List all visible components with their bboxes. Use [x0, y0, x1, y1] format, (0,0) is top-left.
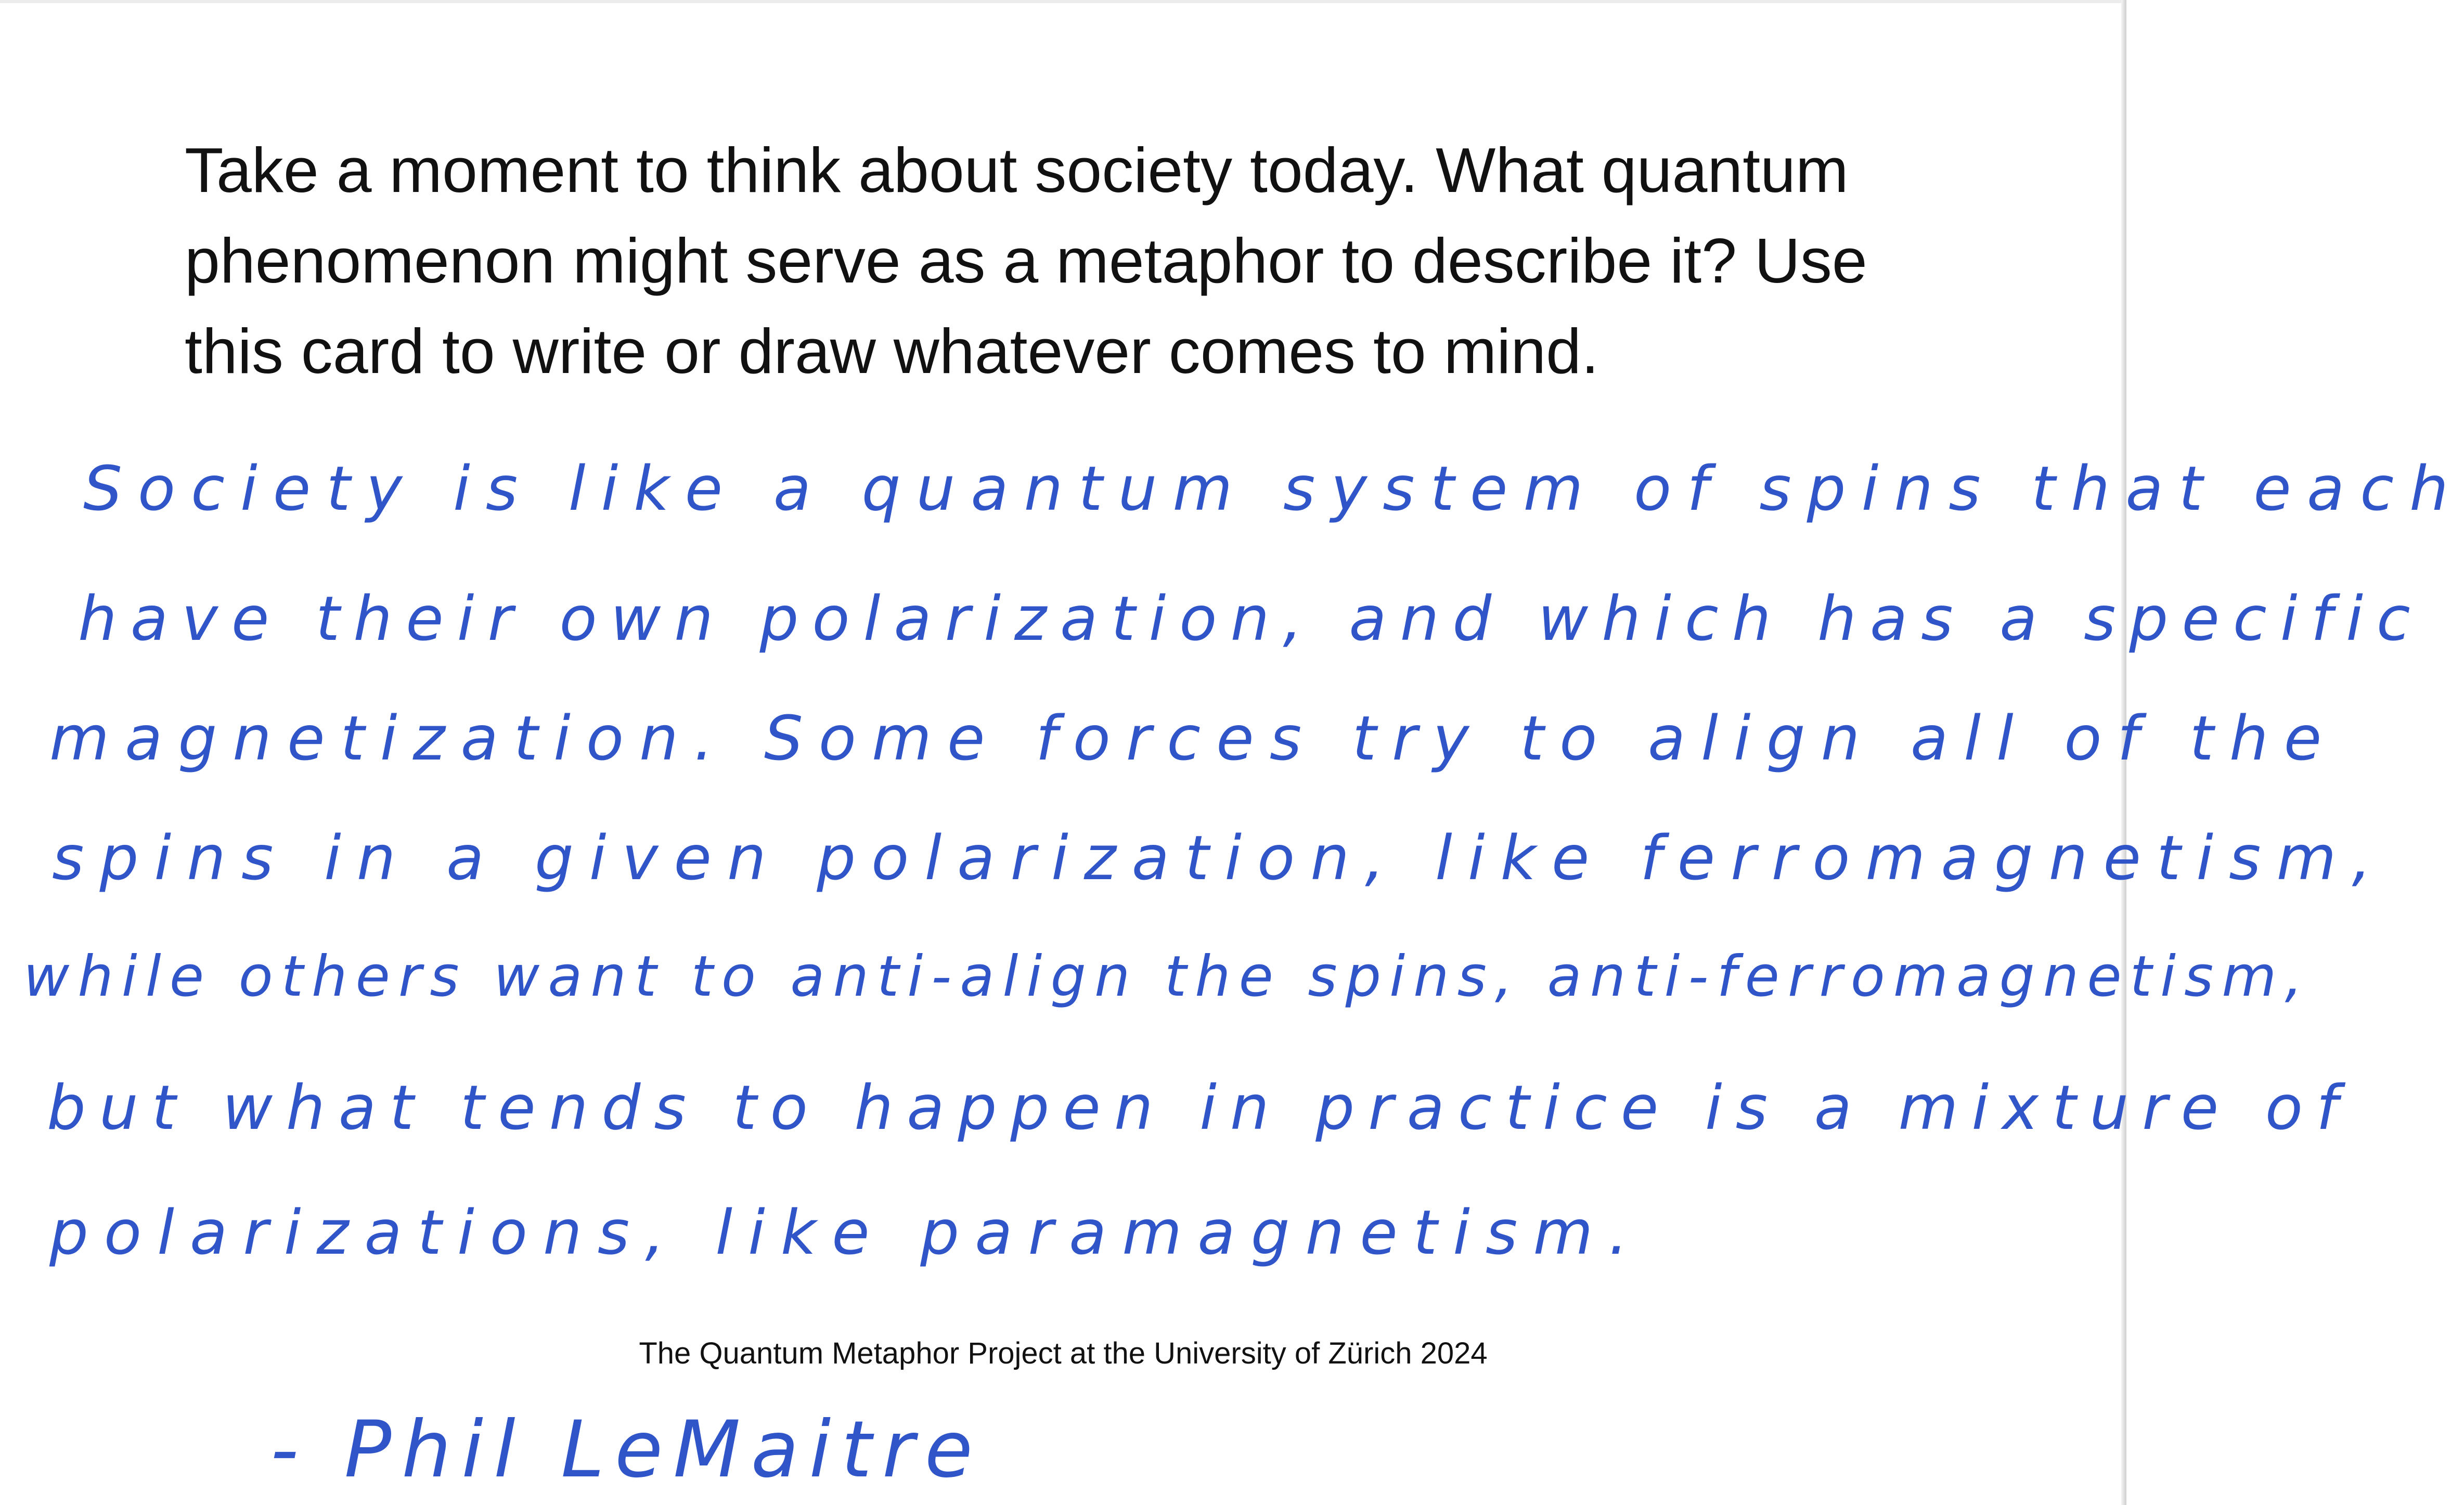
handwritten-line: polarizations, like paramagnetism.: [49, 1197, 1644, 1268]
handwritten-line: have their own polarization, and which has a specific: [78, 583, 2424, 654]
handwritten-line: Society is like a quantum system of spins that each: [83, 453, 2464, 524]
handwritten-signature: - Phil LeMaitre: [270, 1405, 983, 1495]
handwritten-line: spins in a given polarization, like ferromagnetism,: [52, 822, 2387, 894]
handwritten-line: while others want to anti-align the spins, anti-ferromagnetism,: [23, 944, 2311, 1009]
card-footer: The Quantum Metaphor Project at the University of Zürich 2024: [639, 1336, 1488, 1370]
handwritten-line: but what tends to happen in practice is a mixture of: [47, 1072, 2352, 1143]
handwritten-line: magnetization. Some forces try to align all of the: [49, 702, 2338, 774]
prompt-line: Take a moment to think about society today. What quantum: [185, 135, 1849, 205]
prompt-line: this card to write or draw whatever comes to mind.: [185, 316, 1599, 387]
prompt-line: phenomenon might serve as a metaphor to describe it? Use: [185, 225, 1867, 296]
